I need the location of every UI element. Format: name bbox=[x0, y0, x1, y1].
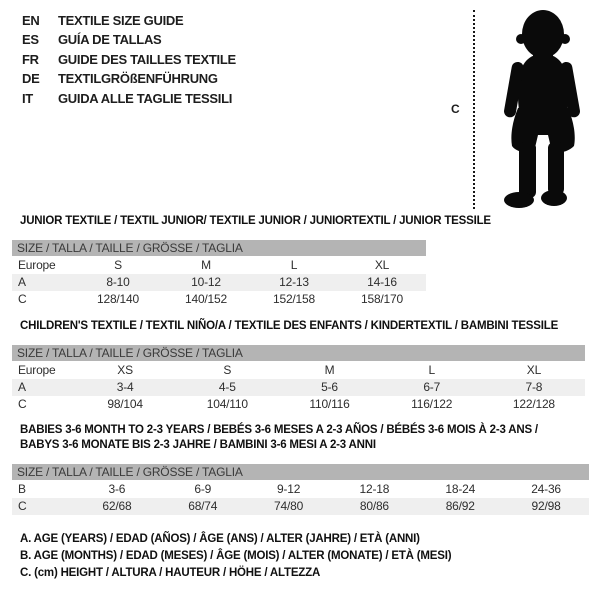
table-row bbox=[12, 274, 426, 291]
size-cell: 98/104 bbox=[107, 397, 143, 411]
size-cell: 3-4 bbox=[116, 380, 134, 394]
size-cell: 116/122 bbox=[411, 397, 453, 411]
row-label: C bbox=[18, 499, 27, 513]
size-cell: 74/80 bbox=[274, 499, 304, 513]
table-row bbox=[12, 379, 585, 396]
size-cell: 128/140 bbox=[97, 292, 139, 306]
section-junior bbox=[12, 214, 491, 308]
size-cell: 10-12 bbox=[191, 275, 221, 289]
size-cell: 12-13 bbox=[279, 275, 309, 289]
size-cell: XS bbox=[117, 363, 133, 377]
lang-code: FR bbox=[22, 51, 39, 67]
lang-code: DE bbox=[22, 71, 40, 87]
legend-line: B. AGE (MONTHS) / EDAD (MESES) / ÂGE (MOIS) / ALTER (MONATE) / ETÀ (MESI) bbox=[20, 550, 452, 562]
size-cell: 4-5 bbox=[218, 380, 236, 394]
size-cell: 68/74 bbox=[188, 499, 218, 513]
legend-line: A. AGE (YEARS) / EDAD (AÑOS) / ÂGE (ANS) / ALTER (JAHRE) / ETÀ (ANNI) bbox=[20, 533, 420, 545]
size-cell: 158/170 bbox=[361, 292, 403, 306]
size-cell: M bbox=[324, 363, 335, 377]
size-cell: 6-9 bbox=[194, 482, 212, 496]
lang-label: GUIDE DES TAILLES TEXTILE bbox=[58, 51, 236, 67]
size-cell: 92/98 bbox=[531, 499, 561, 513]
lang-label: TEXTILE SIZE GUIDE bbox=[58, 13, 184, 28]
table-row bbox=[12, 498, 589, 515]
size-table bbox=[12, 362, 585, 413]
size-cell: 24-36 bbox=[531, 482, 561, 496]
lang-code: IT bbox=[22, 90, 33, 106]
size-cell: 140/152 bbox=[185, 292, 227, 306]
height-marker-label: C bbox=[451, 102, 460, 116]
size-cell: 12-18 bbox=[359, 482, 390, 496]
row-label: A bbox=[18, 275, 26, 289]
size-header-bar: SIZE / TALLA / TAILLE / GRÖSSE / TAGLIA bbox=[12, 345, 585, 361]
legend-line: C. (cm) HEIGHT / ALTURA / HAUTEUR / HÖHE / ALTEZZA bbox=[20, 567, 321, 579]
row-label: C bbox=[18, 292, 27, 306]
lang-header bbox=[22, 11, 236, 108]
size-table bbox=[12, 257, 426, 308]
size-cell: 7-8 bbox=[525, 380, 543, 394]
lang-code: EN bbox=[22, 13, 40, 28]
size-cell: 3-6 bbox=[108, 482, 126, 496]
row-label: A bbox=[18, 380, 26, 394]
row-label: Europe bbox=[18, 363, 56, 377]
section-title: BABIES 3-6 MONTH TO 2-3 YEARS / BEBÉS 3-6 MESES A 2-3 AÑOS / BÉBÉS 3-6 MOIS À 2-3 ANS / bbox=[20, 424, 538, 436]
size-cell: 86/92 bbox=[445, 499, 475, 513]
lang-label: GUÍA DE TALLAS bbox=[58, 32, 162, 48]
row-label: Europe bbox=[18, 258, 56, 272]
baby-silhouette-icon bbox=[488, 4, 596, 214]
size-cell: M bbox=[201, 258, 211, 272]
table-row bbox=[12, 481, 589, 498]
lang-code: ES bbox=[22, 32, 39, 48]
size-cell: 9-12 bbox=[276, 482, 301, 496]
height-figure bbox=[450, 4, 598, 214]
size-header-bar: SIZE / TALLA / TAILLE / GRÖSSE / TAGLIA bbox=[12, 464, 589, 480]
size-cell: 152/158 bbox=[273, 292, 315, 306]
size-cell: XL bbox=[526, 363, 542, 377]
table-row bbox=[12, 396, 585, 413]
size-cell: S bbox=[114, 258, 122, 272]
section-titles bbox=[20, 423, 589, 453]
table-row bbox=[12, 291, 426, 308]
height-marker-line bbox=[473, 10, 475, 209]
legend bbox=[20, 531, 451, 582]
size-table bbox=[12, 481, 589, 515]
section-title: BABYS 3-6 MONATE BIS 2-3 JAHRE / BAMBINI 3-6 MESI A 2-3 ANNI bbox=[20, 439, 376, 451]
row-label: B bbox=[18, 482, 26, 496]
table-row bbox=[12, 257, 426, 274]
section-title: JUNIOR TEXTILE / TEXTIL JUNIOR/ TEXTILE JUNIOR / JUNIORTEXTIL / JUNIOR TESSILE bbox=[20, 215, 491, 227]
table-row bbox=[12, 362, 585, 379]
size-cell: S bbox=[223, 363, 232, 377]
size-cell: L bbox=[428, 363, 435, 377]
size-cell: 62/68 bbox=[102, 499, 132, 513]
section-children bbox=[12, 319, 585, 413]
lang-label: GUIDA ALLE TAGLIE TESSILI bbox=[58, 90, 233, 106]
section-babies bbox=[12, 423, 589, 515]
size-cell: 80/86 bbox=[359, 499, 389, 513]
size-cell: 5-6 bbox=[321, 380, 338, 394]
section-title: CHILDREN'S TEXTILE / TEXTIL NIÑO/A / TEXTILE DES ENFANTS / KINDERTEXTIL / BAMBINI TESSILE bbox=[20, 320, 559, 332]
size-cell: XL bbox=[374, 258, 390, 272]
section-titles bbox=[20, 319, 585, 334]
size-header-bar: SIZE / TALLA / TAILLE / GRÖSSE / TAGLIA bbox=[12, 240, 426, 256]
lang-label: TEXTILGRÖßENFÜHRUNG bbox=[58, 71, 218, 87]
size-cell: 110/116 bbox=[309, 397, 350, 411]
size-cell: 104/110 bbox=[206, 397, 248, 411]
row-label: C bbox=[18, 397, 27, 411]
size-cell: 8-10 bbox=[106, 275, 130, 289]
size-cell: 14-16 bbox=[367, 275, 397, 289]
size-cell: 122/128 bbox=[512, 397, 555, 411]
size-cell: 6-7 bbox=[423, 380, 441, 394]
size-cell: L bbox=[290, 258, 298, 272]
section-titles bbox=[20, 214, 491, 229]
size-cell: 18-24 bbox=[445, 482, 476, 496]
